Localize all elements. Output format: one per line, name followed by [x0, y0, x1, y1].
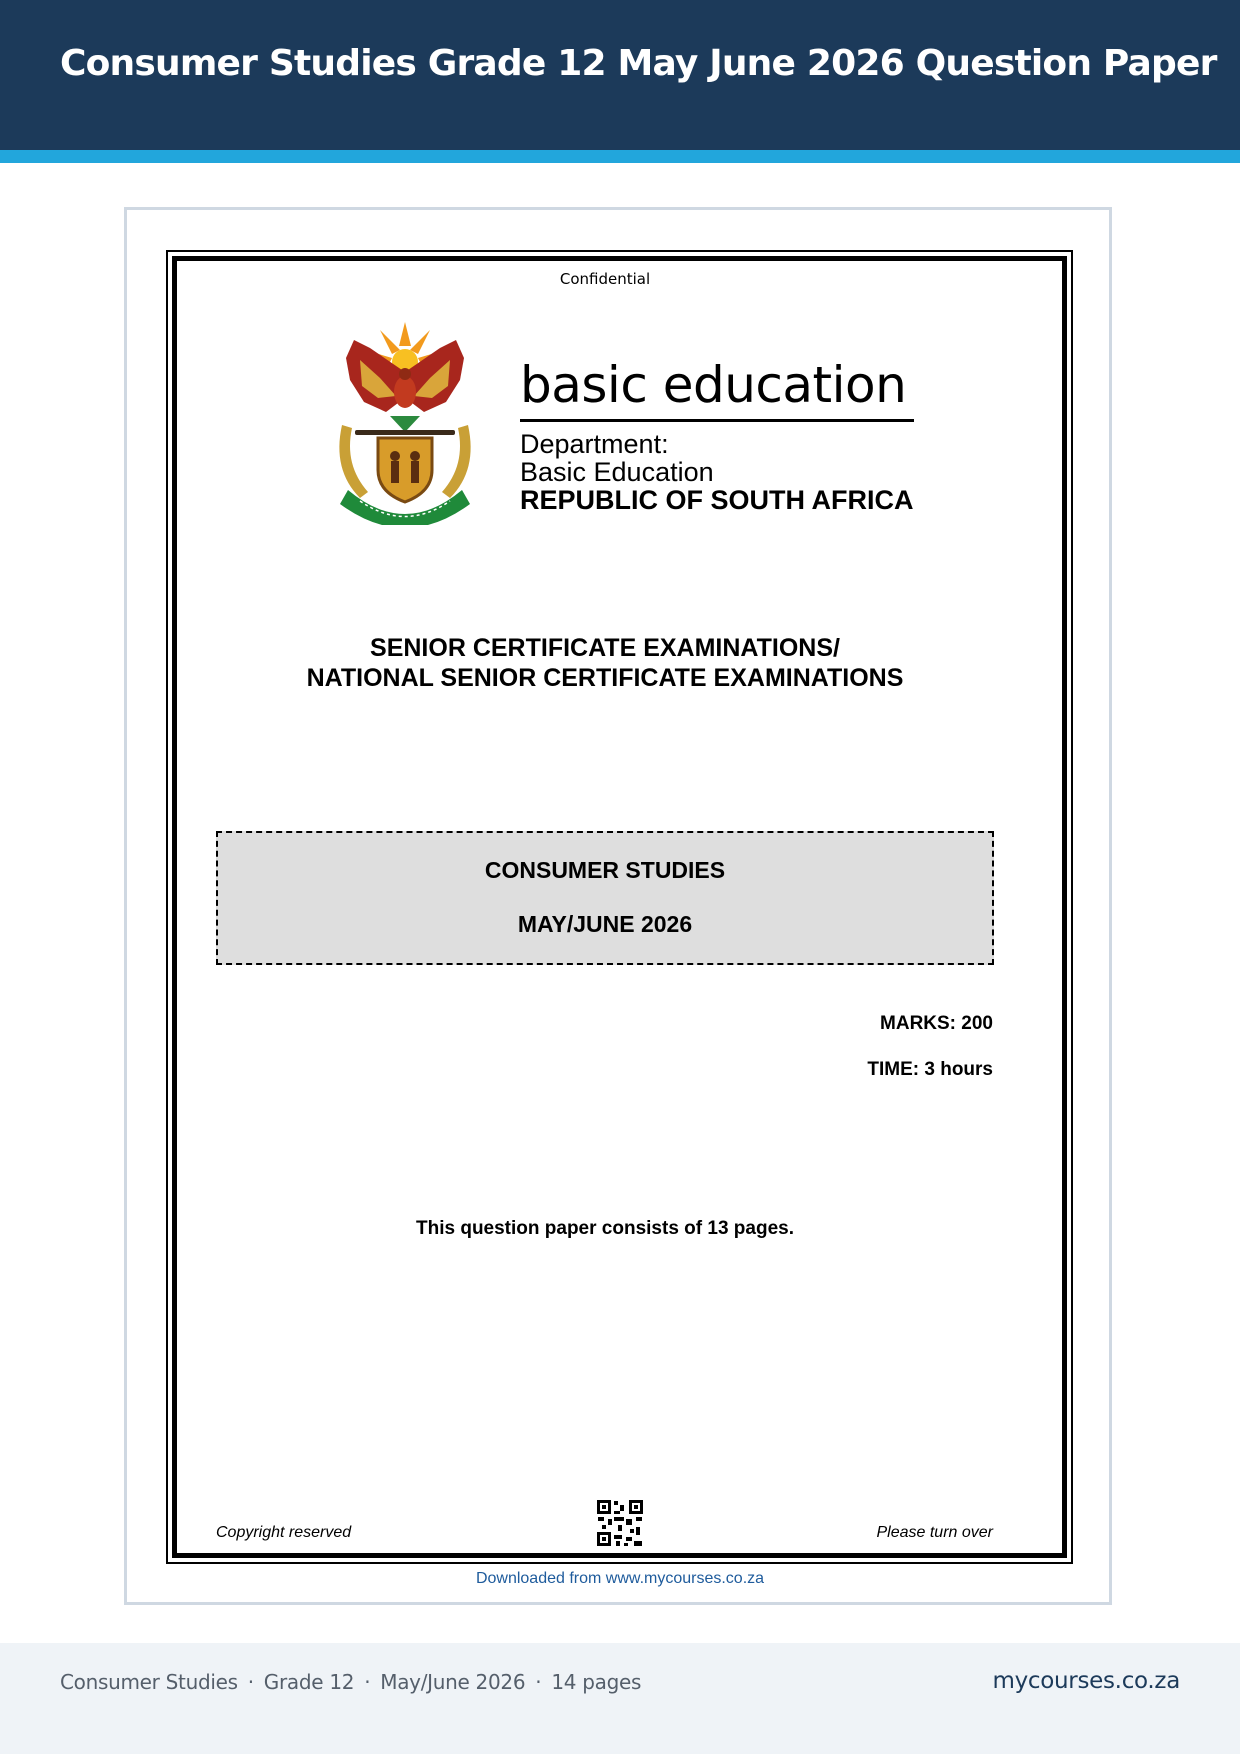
footer-session: May/June 2026: [380, 1670, 526, 1694]
page-count-note: This question paper consists of 13 pages.: [416, 1218, 794, 1239]
turn-over-note: Please turn over: [876, 1524, 993, 1541]
logo-underline: [520, 419, 914, 422]
exam-session: MAY/JUNE 2026: [517, 911, 693, 937]
footer-metadata: [60, 1670, 641, 1694]
subject-name: CONSUMER STUDIES: [484, 857, 726, 883]
subject-box: [216, 831, 994, 965]
footer-subject: Consumer Studies: [60, 1670, 238, 1694]
marks-total: MARKS: 200: [880, 1013, 993, 1034]
footer-page-count: 14 pages: [551, 1670, 642, 1694]
exam-title-line-1: SENIOR CERTIFICATE EXAMINATIONS/: [370, 634, 840, 662]
footer-bar: [0, 1643, 1240, 1754]
logo-department-name: Basic Education: [520, 457, 714, 487]
copyright-notice: Copyright reserved: [216, 1524, 352, 1541]
footer-grade: Grade 12: [263, 1670, 355, 1694]
download-source-link[interactable]: Downloaded from www.mycourses.co.za: [475, 1570, 765, 1587]
qr-code-icon: [596, 1499, 644, 1547]
coat-of-arms-emblem: [320, 320, 490, 525]
department-logo-wordmark: [520, 355, 915, 514]
footer-separator: ·: [535, 1670, 542, 1694]
logo-country: REPUBLIC OF SOUTH AFRICA: [520, 485, 914, 515]
page-title: Consumer Studies Grade 12 May June 2026 Question Paper: [60, 43, 1217, 84]
footer-site-link[interactable]: mycourses.co.za: [992, 1668, 1180, 1694]
footer-separator: ·: [247, 1670, 254, 1694]
exam-title: [0, 633, 1210, 693]
confidential-label: Confidential: [559, 270, 651, 288]
logo-department-label: Department:: [520, 429, 669, 459]
header-accent-stripe: [0, 150, 1240, 163]
time-allowed: TIME: 3 hours: [867, 1059, 993, 1080]
footer-separator: ·: [364, 1670, 371, 1694]
logo-wordmark-text: basic education: [520, 356, 907, 414]
exam-title-line-2: NATIONAL SENIOR CERTIFICATE EXAMINATIONS: [306, 664, 904, 692]
